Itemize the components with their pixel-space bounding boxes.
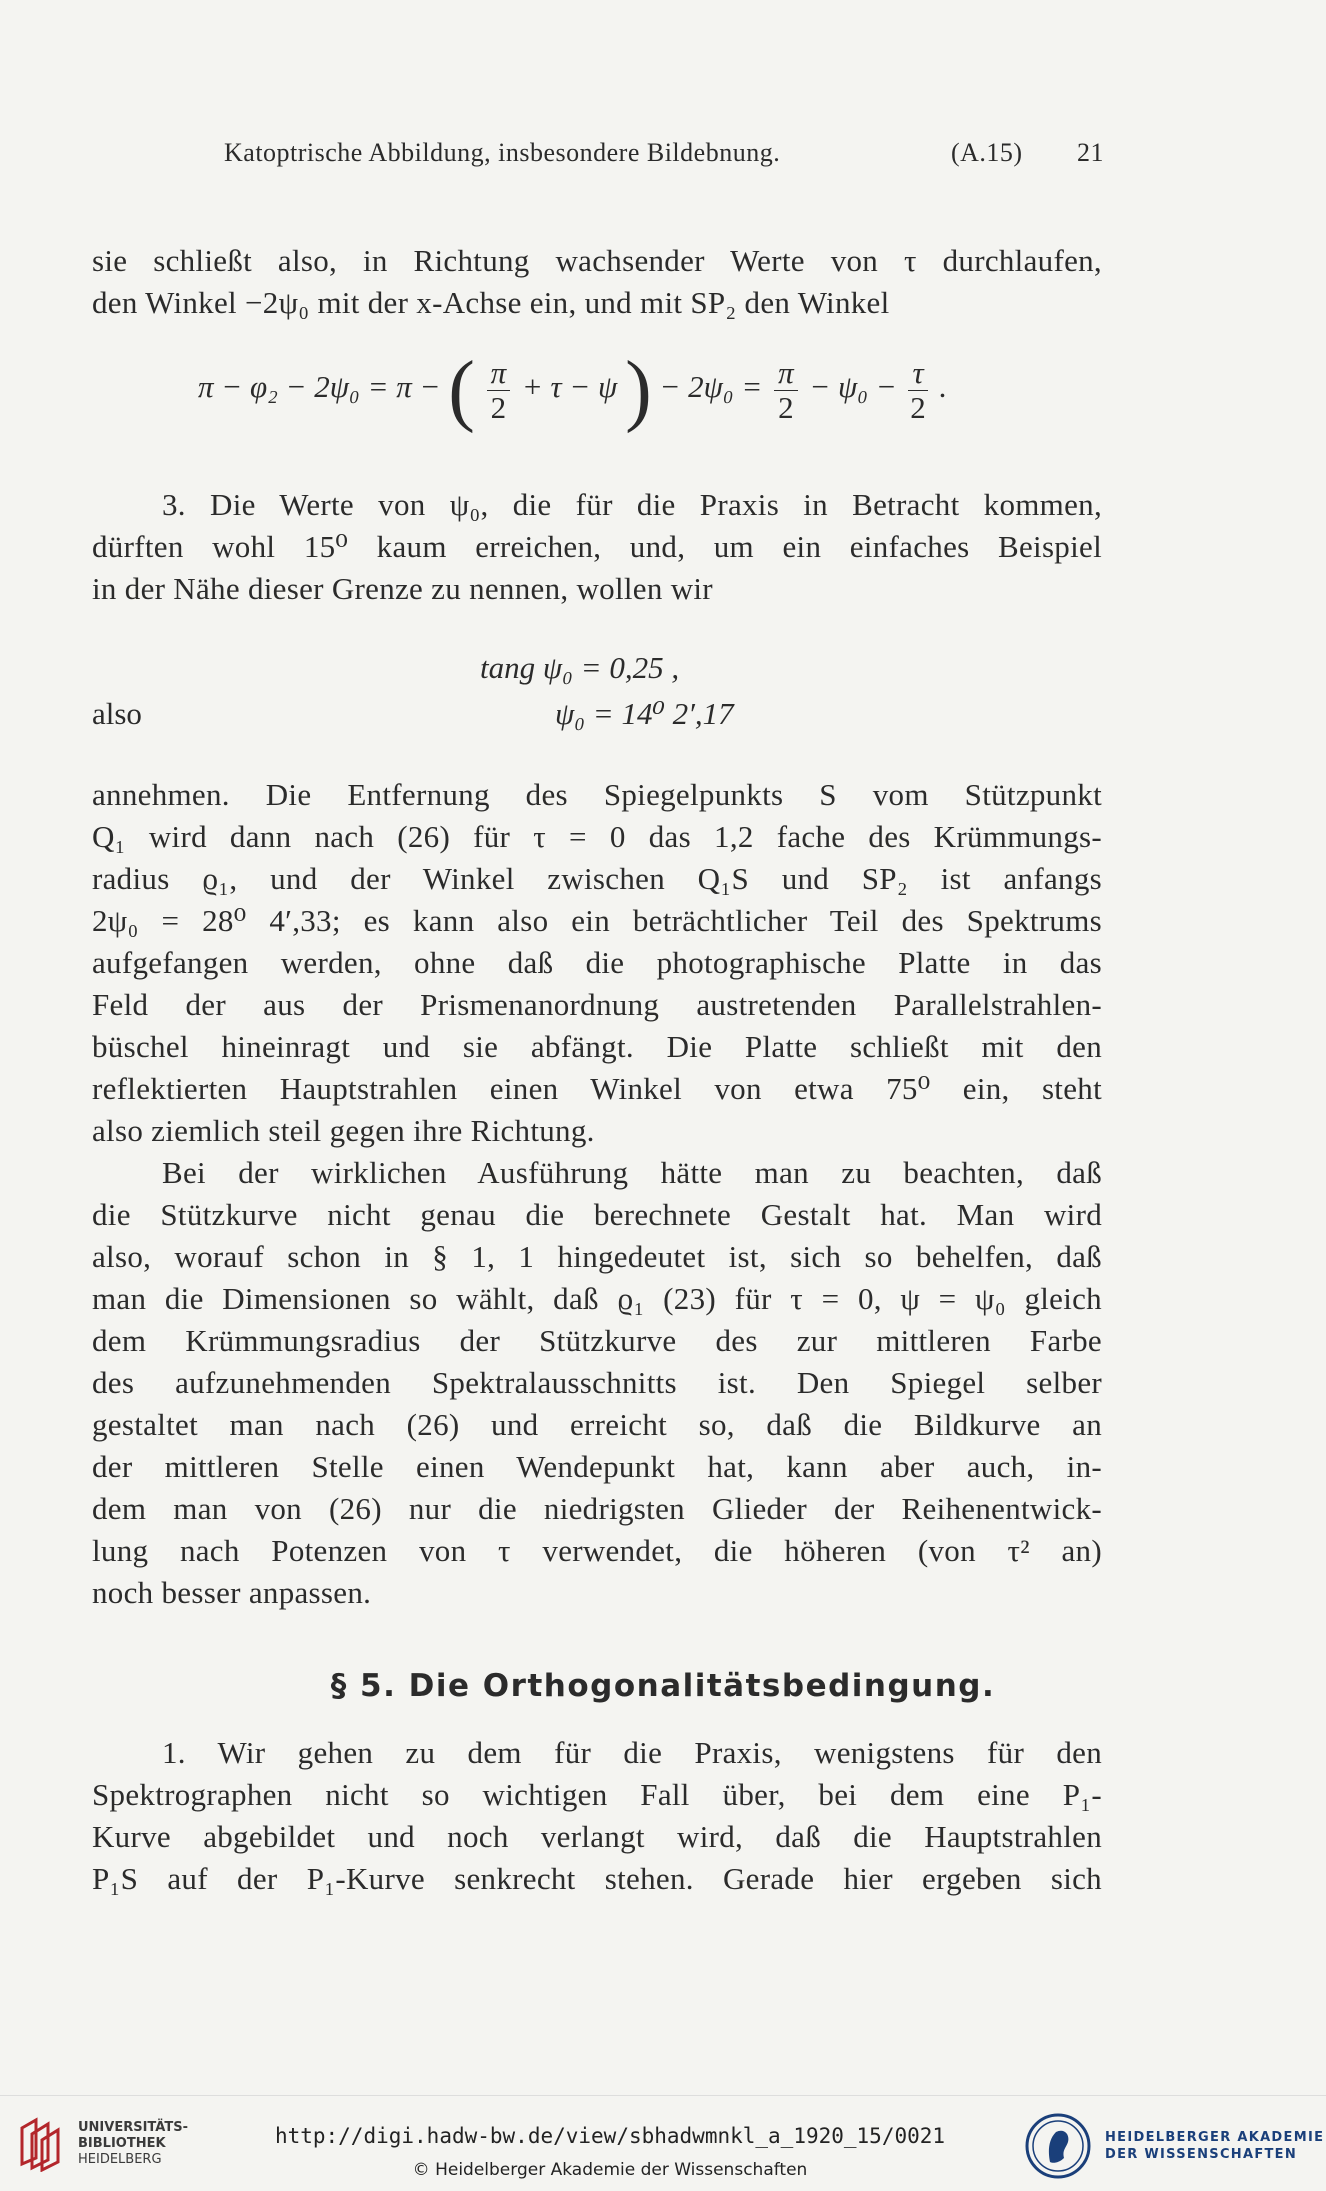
- text-line: P₁S auf der P₁-Kurve senkrecht stehen. Gerade hier ergeben sich: [92, 1861, 1102, 1896]
- paragraph-3: [92, 774, 1102, 1152]
- eq1-fraction-1: [487, 356, 511, 425]
- fraction-numerator: π: [774, 356, 798, 391]
- fraction-denominator: 2: [910, 389, 926, 425]
- footer-bar: [0, 2095, 1326, 2191]
- academy-name: [1105, 2129, 1324, 2163]
- text-line: Q₁ wird dann nach (26) für τ = 0 das 1,2 fache des Krümmungs-: [92, 819, 1102, 854]
- text-line: 1. Wir gehen zu dem für die Praxis, wenigstens für den: [162, 1735, 1102, 1770]
- text-line: aufgefangen werden, ohne daß die photographische Platte in das: [92, 945, 1102, 980]
- text-line: noch besser anpassen.: [92, 1575, 372, 1610]
- text-line: Bei der wirklichen Ausführung hätte man zu beachten, daß: [162, 1155, 1102, 1190]
- eq1-middle: + τ − ψ: [521, 369, 618, 405]
- text-line: büschel hineinragt und sie abfängt. Die Platte schließt mit den: [92, 1029, 1102, 1064]
- eq1-fraction-2: [774, 356, 798, 425]
- text-line: in der Nähe dieser Grenze zu nennen, wollen wir: [92, 571, 713, 606]
- equation-2-line-1: tang ψ₀ = 0,25 ,: [480, 650, 680, 685]
- equation-1: [198, 346, 948, 434]
- text-line: also ziemlich steil gegen ihre Richtung.: [92, 1113, 595, 1148]
- ub-line-2: BIBLIOTHEK: [78, 2136, 166, 2151]
- section-heading: § 5. Die Orthogonalitätsbedingung.: [330, 1668, 996, 1704]
- copyright-notice: © Heidelberger Akademie der Wissenschaften: [412, 2160, 808, 2180]
- also-label: also: [92, 696, 142, 731]
- university-library-logo-icon: [14, 2114, 64, 2172]
- running-title: Katoptrische Abbildung, insbesondere Bildebnung.: [224, 138, 781, 167]
- text-line: der mittleren Stelle einen Wendepunkt hat, kann aber auch, in-: [92, 1449, 1102, 1484]
- text-line: sie schließt also, in Richtung wachsender Werte von τ durchlaufen,: [92, 243, 1102, 278]
- ub-line-1: UNIVERSITÄTS-: [78, 2120, 188, 2135]
- text-line: dem Krümmungsradius der Stützkurve des zur mittleren Farbe: [92, 1323, 1102, 1358]
- paragraph-4: [92, 1152, 1102, 1614]
- paragraph-1: [92, 240, 1102, 324]
- text-line: radius ϱ₁, und der Winkel zwischen Q₁S und SP₂ ist anfangs: [92, 861, 1102, 896]
- fraction-denominator: 2: [778, 389, 794, 425]
- text-line: dem man von (26) nur die niedrigsten Glieder der Reihenentwick-: [92, 1491, 1102, 1526]
- text-line: Kurve abgebildet und noch verlangt wird, daß die Hauptstrahlen: [92, 1819, 1102, 1854]
- eq1-paren-close: ): [625, 346, 652, 434]
- text-line: lung nach Potenzen von τ verwendet, die höheren (von τ² an): [92, 1533, 1102, 1568]
- eq1-after: − 2ψ₀ =: [659, 369, 763, 405]
- paragraph-5: [92, 1732, 1102, 1900]
- hak-line-2: DER WISSENSCHAFTEN: [1105, 2147, 1298, 2162]
- hak-line-1: HEIDELBERGER AKADEMIE: [1105, 2130, 1325, 2145]
- text-line: man die Dimensionen so wählt, daß ϱ₁ (23) für τ = 0, ψ = ψ₀ gleich: [92, 1281, 1102, 1316]
- text-line: die Stützkurve nicht genau die berechnete Gestalt hat. Man wird: [92, 1197, 1102, 1232]
- text-line: also, worauf schon in § 1, 1 hingedeutet ist, sich so behelfen, daß: [92, 1239, 1102, 1274]
- eq1-fraction-3: [908, 356, 927, 425]
- fraction-denominator: 2: [490, 389, 507, 425]
- eq1-lhs: π − φ₂ − 2ψ₀ = π −: [198, 369, 441, 405]
- text-line: gestaltet man nach (26) und erreicht so, daß die Bildkurve an: [92, 1407, 1102, 1442]
- ub-line-3: HEIDELBERG: [78, 2152, 162, 2167]
- academy-seal-icon: [1024, 2112, 1092, 2180]
- text-line: Feld der aus der Prismenanordnung austretenden Parallelstrahlen-: [92, 987, 1102, 1022]
- text-line: Spektrographen nicht so wichtigen Fall über, bei dem eine P₁-: [92, 1777, 1102, 1812]
- text-line: reflektierten Hauptstrahlen einen Winkel von etwa 75⁰ ein, steht: [92, 1071, 1102, 1106]
- permalink-url[interactable]: http://digi.hadw-bw.de/view/sbhadwmnkl_a_1920_15/0021: [274, 2124, 946, 2148]
- eq1-end: .: [939, 369, 948, 405]
- text-line: annehmen. Die Entfernung des Spiegelpunkts S vom Stützpunkt: [92, 777, 1102, 812]
- equation-2-line-2: ψ₀ = 14⁰ 2′,17: [555, 696, 734, 731]
- text-line: 2ψ₀ = 28⁰ 4′,33; es kann also ein beträchtlicher Teil des Spektrums: [92, 903, 1102, 938]
- text-line: dürften wohl 15⁰ kaum erreichen, und, um ein einfaches Beispiel: [92, 529, 1102, 564]
- section-reference: (A.15): [951, 138, 1023, 167]
- text-line: 3. Die Werte von ψ₀, die für die Praxis in Betracht kommen,: [162, 487, 1102, 522]
- fraction-numerator: τ: [908, 356, 927, 391]
- text-line: des aufzunehmenden Spektralausschnitts ist. Den Spiegel selber: [92, 1365, 1102, 1400]
- paragraph-2: [92, 484, 1102, 610]
- page-number: 21: [1077, 138, 1104, 167]
- university-library-name: [78, 2120, 188, 2168]
- text-line: den Winkel −2ψ₀ mit der x-Achse ein, und mit SP₂ den Winkel: [92, 285, 890, 320]
- eq1-paren-open: (: [448, 346, 475, 434]
- eq1-middle-2: − ψ₀ −: [809, 369, 897, 405]
- fraction-numerator: π: [487, 356, 511, 391]
